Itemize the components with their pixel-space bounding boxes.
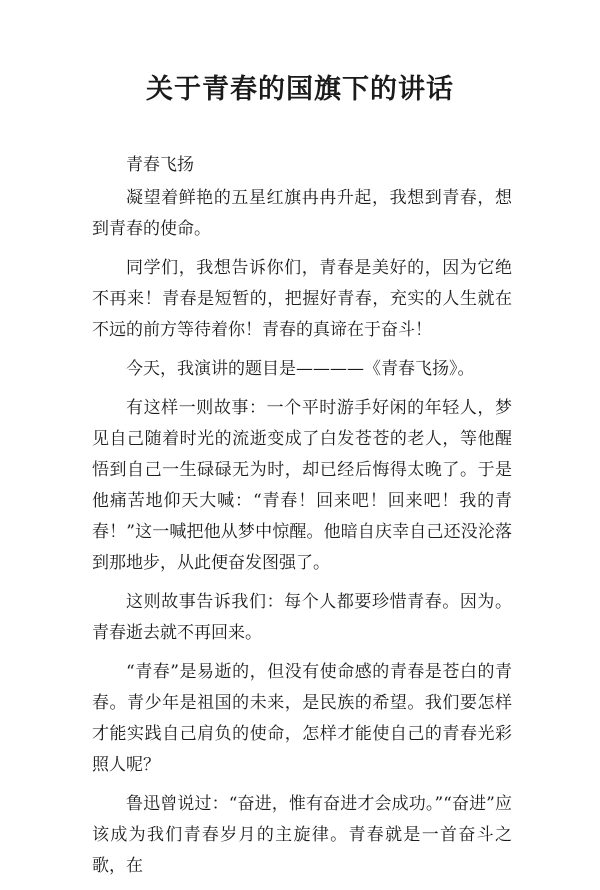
- paragraph: 这则故事告诉我们：每个人都要珍惜青春。因为。青春逝去就不再回来。: [92, 592, 512, 643]
- paragraph: 凝望着鲜艳的五星红旗冉冉升起，我想到青春，想到青春的使命。: [92, 188, 512, 239]
- paragraph: “青春”是易逝的，但没有使命感的青春是苍白的青春。青少年是祖国的未来，是民族的希望。我们要怎样才能实践自己肩负的使命，怎样才能使自己的青春光彩照人呢？: [92, 662, 512, 775]
- paragraph-subtitle: 青春飞扬: [126, 155, 194, 175]
- document-body: [92, 150, 512, 890]
- document-title: 关于青春的国旗下的讲话: [146, 74, 454, 105]
- paragraph: 今天，我演讲的题目是————《青春飞扬》。: [126, 359, 475, 379]
- paragraph: 有这样一则故事：一个平时游手好闲的年轻人，梦见自己随着时光的流逝变成了白发苍苍的老人，等他醒悟到自己一生碌碌无为时，却已经后悔得太晚了。于是他痛苦地仰天大喊：“青春！回来吧！回来吧！我的青春！”这一喊把他从梦中惊醒。他暗自庆幸自己还没沦落到那地步，从此便奋发图强了。: [92, 398, 512, 573]
- paragraph: 同学们，我想告诉你们，青春是美好的，因为它绝不再来！青春是短暂的，把握好青春，充实的人生就在不远的前方等待着你！青春的真谛在于奋斗！: [92, 258, 512, 340]
- paragraph: 鲁迅曾说过：“奋进，惟有奋进才会成功。”“奋进”应该成为我们青春岁月的主旋律。青春就是一首奋斗之歌，在: [92, 794, 512, 876]
